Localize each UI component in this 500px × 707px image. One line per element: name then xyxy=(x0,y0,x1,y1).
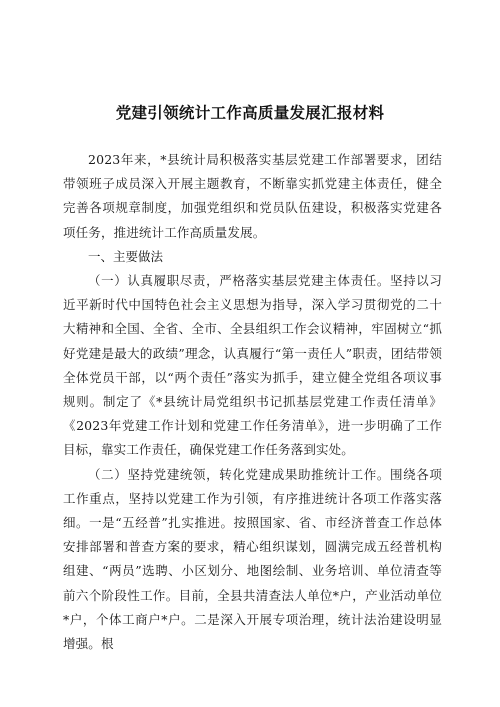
intro-paragraph: 2023年来，*县统计局积极落实基层党建工作部署要求，团结带领班子成员深入开展主题教育，不断靠实抓党建主体责任，健全完善各项规章制度，加强党组织和党员队伍建设，积极落实党建各项任务，推进统计工作高质量发展。 xyxy=(63,152,442,240)
document-body xyxy=(63,148,442,656)
document-title: 党建引领统计工作高质量发展汇报材料 xyxy=(115,104,385,122)
section-heading-main-practices: 一、主要做法 xyxy=(88,248,164,264)
paragraph-party-responsibility: （一）认真履职尽责，严格落实基层党建主体责任。坚持以习近平新时代中国特色社会主义思想为指导，深入学习贯彻党的二十大精神和全国、全省、全市、全县组织工作会议精神，牢固树立“抓好党建是最大的政绩”理念，认真履行“第一责任人”职责，团结带领全体党员干部，以“两个责任”落实为抓手，建立健全党组各项议事规则。制定了《*县统计局党组织书记抓基层党建工作责任清单》《2023年党建工作计划和党建工作任务清单》，进一步明确了工作目标，靠实工作责任，确保党建工作任务落到实处。 xyxy=(63,273,442,458)
paragraph-party-leadership: （二）坚持党建统领，转化党建成果助推统计工作。围绕各项工作重点，坚持以党建工作为引领，有序推进统计各项工作落实落细。一是“五经普”扎实推进。按照国家、省、市经济普查工作总体安排部署和普查方案的要求，精心组织谋划，圆满完成五经普机构组建、“两员”选聘、小区划分、地图绘制、业务培训、单位清查等前六个阶段性工作。目前，全县共清查法人单位*户，产业活动单位*户，个体工商户*户。二是深入开展专项治理，统计法治建设明显增强。根 xyxy=(63,466,442,652)
